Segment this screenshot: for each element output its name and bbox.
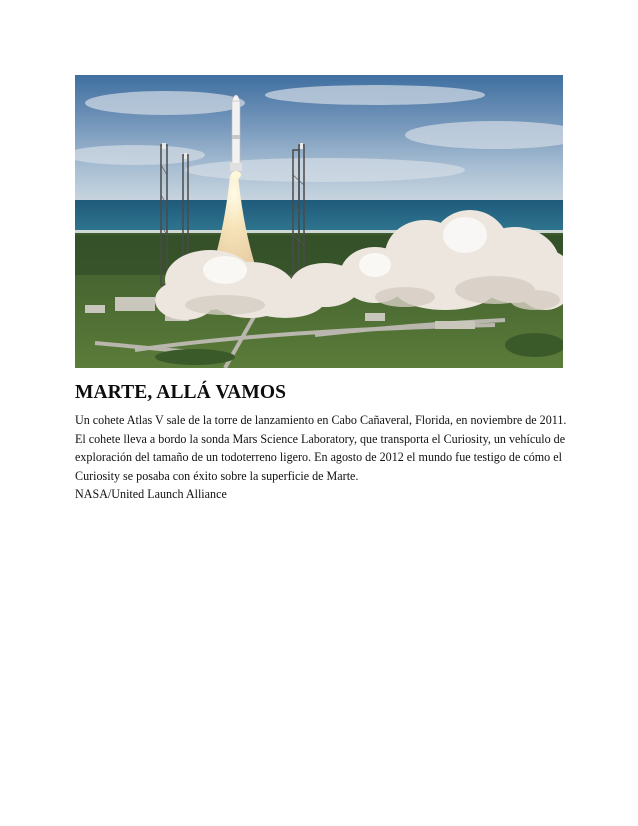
article-title: MARTE, ALLÁ VAMOS xyxy=(75,382,287,403)
caption-line: exploración del tamaño de un todoterreno ligero. En agosto de 2012 el mundo fue testigo de cómo el xyxy=(75,450,562,465)
rocket-launch-photo xyxy=(75,75,563,368)
caption-line: Un cohete Atlas V sale de la torre de lanzamiento en Cabo Cañaveral, Florida, en noviembre de 2011. xyxy=(75,413,567,427)
photo-caption xyxy=(75,411,570,504)
photo-credit: NASA/United Launch Alliance xyxy=(75,487,227,502)
caption-line: Curiosity se posaba con éxito sobre la superficie de Marte. xyxy=(75,468,359,483)
caption-line: El cohete lleva a bordo la sonda Mars Science Laboratory, que transporta el Curiosity, un vehículo de xyxy=(75,431,566,446)
article xyxy=(75,378,570,504)
